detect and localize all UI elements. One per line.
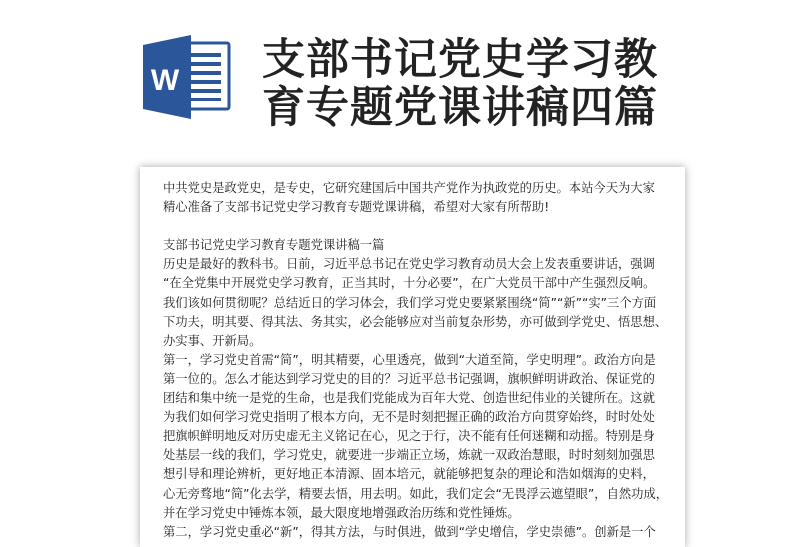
text-line: 为我们如何学习党史指明了根本方向，无不是时刻把握正确的政治方向贯穿始终，时时处处 xyxy=(163,410,655,425)
text-line: 第一，学习党史首需“简”，明其精要，心里透亮，做到“大道至简，学史明理”。政治方向是 xyxy=(163,352,656,367)
text-line: 下功夫，明其要、得其法、务其实，必会能够应对当前复杂形势，亦可做到学党史、悟思想、 xyxy=(163,314,668,329)
text-line: 第一位的。怎么才能达到学习党史的目的？习近平总书记强调，旗帜鲜明讲政治、保证党的 xyxy=(163,371,655,386)
text-line: 第二，学习党史重必“新”，得其方法，与时俱进，做到“学史增信，学史崇德”。创新是一个 xyxy=(163,524,656,539)
text-line: 并在学习党史中锤炼本领，最大限度地增强政治历练和党性锤炼。 xyxy=(163,505,520,520)
intro-line: 中共党史是政党史，是专史，它研究建国后中国共产党作为执政党的历史。本站今天为大家 xyxy=(163,181,655,195)
document-page xyxy=(140,167,685,547)
document-body xyxy=(163,179,673,542)
text-line: 把旗帜鲜明地反对历史虚无主义铭记在心，见之于行，决不能有任何迷糊和动摇。特别是身 xyxy=(163,429,655,444)
text-line: 处基层一线的我们，学习党史，就要进一步端正立场，炼就一双政治慧眼，时时刻刻加强思 xyxy=(163,448,655,463)
section-title: 支部书记党史学习教育专题党课讲稿一篇 xyxy=(163,238,385,253)
text-line: 想引导和理论辨析，更好地正本清源、固本培元，就能够把复杂的理论和浩如烟海的史料， xyxy=(163,467,655,482)
text-line: 办实事、开新局。 xyxy=(163,333,262,348)
text-line: 历史是最好的教科书。日前，习近平总书记在党史学习教育动员大会上发表重要讲话，强调 xyxy=(163,257,655,272)
title-line: 支部书记党史学习教 xyxy=(262,35,658,85)
title-line: 育专题党课讲稿四篇 xyxy=(262,83,658,133)
text-line: 我们该如何贯彻呢？总结近日的学习体会，我们学习党史要紧紧围绕“简”“新”“实”三个方面 xyxy=(163,295,657,310)
page-title xyxy=(262,36,658,132)
text-line: 团结和集中统一是党的生命，也是我们党能成为百年大党、创造世纪伟业的关键所在。这就 xyxy=(163,391,655,406)
text-line: “在全党集中开展党史学习教育，正当其时，十分必要”，在广大党员干部中产生强烈反响。 xyxy=(163,276,656,291)
intro-line: 精心准备了支部书记党史学习教育专题党课讲稿，希望对大家有所帮助! xyxy=(163,200,550,215)
text-line: 心无旁骛地“简”化去学，精要去悟，用去明。如此，我们定会“无畏浮云遮望眼”，自然功成， xyxy=(163,486,669,501)
word-letter: W xyxy=(150,64,180,97)
word-document-icon xyxy=(143,33,231,119)
